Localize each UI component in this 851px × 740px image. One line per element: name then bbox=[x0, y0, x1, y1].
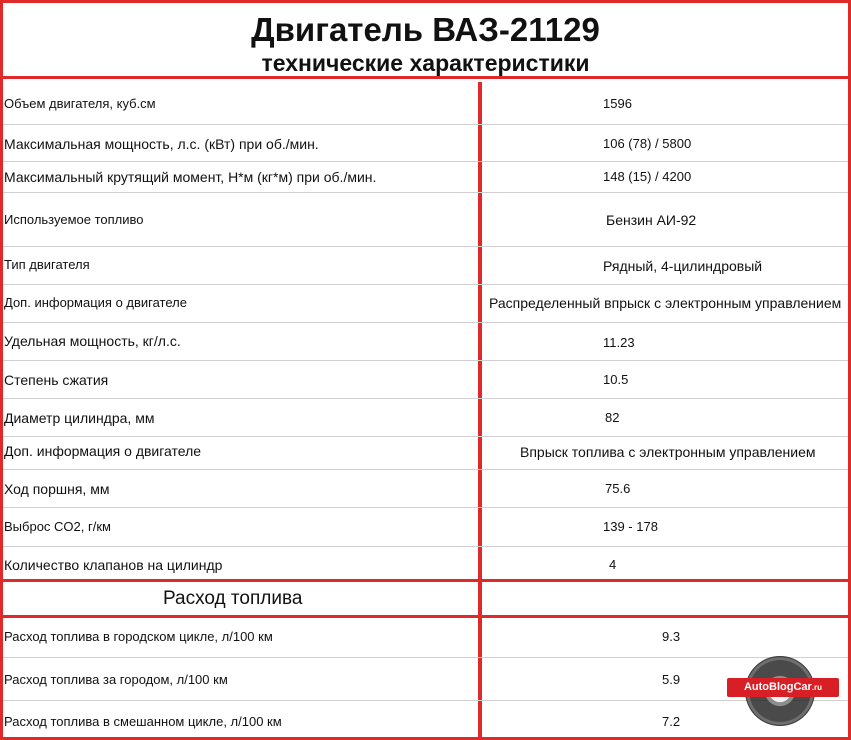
row-separator bbox=[3, 507, 848, 508]
spec-label: Удельная мощность, кг/л.с. bbox=[4, 333, 181, 349]
spec-value: 1596 bbox=[603, 96, 632, 111]
section-divider bbox=[3, 615, 848, 618]
spec-label: Диаметр цилиндра, мм bbox=[4, 410, 155, 426]
spec-value: Впрыск топлива с электронным управлением bbox=[520, 444, 816, 460]
fuel-label: Расход топлива за городом, л/100 км bbox=[4, 672, 228, 687]
spec-value: Бензин АИ-92 bbox=[606, 212, 697, 228]
spec-label: Используемое топливо bbox=[4, 212, 144, 227]
spec-value: 106 (78) / 5800 bbox=[603, 136, 692, 151]
row-separator bbox=[3, 657, 848, 658]
spec-label: Степень сжатия bbox=[4, 372, 109, 388]
spec-value: 4 bbox=[609, 557, 617, 572]
fuel-label: Расход топлива в городском цикле, л/100 км bbox=[4, 629, 273, 644]
row-separator bbox=[3, 246, 848, 247]
spec-label: Тип двигателя bbox=[4, 257, 90, 272]
spec-value: 10.5 bbox=[603, 372, 629, 387]
page-subtitle: технические характеристики bbox=[261, 50, 590, 76]
spec-value: Рядный, 4-цилиндровый bbox=[603, 258, 763, 274]
row-separator bbox=[3, 700, 848, 701]
page-title: Двигатель ВАЗ-21129 bbox=[251, 11, 600, 48]
row-separator bbox=[3, 284, 848, 285]
spec-label: Максимальная мощность, л.с. (кВт) при об./мин. bbox=[4, 136, 319, 152]
row-separator bbox=[3, 161, 848, 162]
spec-label: Доп. информация о двигателе bbox=[4, 443, 202, 459]
row-separator bbox=[3, 469, 848, 470]
spec-value: 139 - 178 bbox=[603, 519, 658, 534]
fuel-value: 7.2 bbox=[662, 714, 681, 729]
fuel-section-title: Расход топлива bbox=[163, 588, 303, 609]
fuel-label: Расход топлива в смешанном цикле, л/100 км bbox=[4, 714, 282, 729]
fuel-value: 5.9 bbox=[662, 672, 681, 687]
spec-label: Выброс CO2, г/км bbox=[4, 519, 111, 534]
section-divider bbox=[3, 579, 848, 582]
row-separator bbox=[3, 360, 848, 361]
row-separator bbox=[3, 398, 848, 399]
spec-label: Количество клапанов на цилиндр bbox=[4, 557, 223, 573]
row-separator bbox=[3, 436, 848, 437]
spec-value: Распределенный впрыск с электронным управлением bbox=[489, 295, 842, 311]
watermark-suffix: .ru bbox=[811, 683, 823, 692]
watermark-text: AutoBlogCar bbox=[743, 681, 812, 693]
column-divider bbox=[478, 82, 482, 740]
spec-label: Ход поршня, мм bbox=[4, 481, 110, 497]
spec-label: Объем двигателя, куб.см bbox=[4, 96, 156, 111]
row-separator bbox=[3, 124, 848, 125]
spec-value: 75.6 bbox=[605, 481, 631, 496]
fuel-value: 9.3 bbox=[662, 629, 681, 644]
row-separator bbox=[3, 192, 848, 193]
spec-value: 148 (15) / 4200 bbox=[603, 169, 692, 184]
spec-label: Максимальный крутящий момент, Н*м (кг*м) при об./мин. bbox=[4, 169, 377, 185]
watermark-badge bbox=[727, 678, 839, 697]
spec-value: 82 bbox=[605, 410, 620, 425]
spec-value: 11.23 bbox=[603, 335, 635, 350]
header bbox=[3, 3, 848, 79]
row-separator bbox=[3, 322, 848, 323]
spec-label: Доп. информация о двигателе bbox=[4, 295, 187, 310]
row-separator bbox=[3, 546, 848, 547]
